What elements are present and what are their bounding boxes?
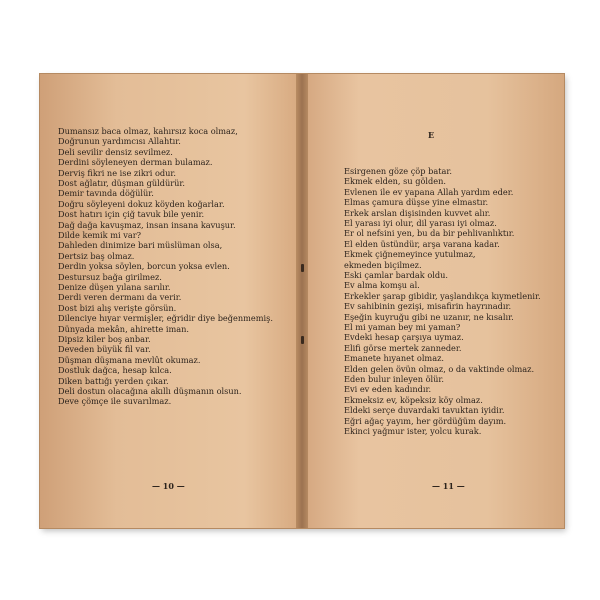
- proverb-line: Dipsiz kiler boş anbar.: [58, 334, 151, 344]
- proverb-line: Eğri ağaç yayım, her gördüğüm dayım.: [344, 415, 507, 426]
- proverb-line: Derviş fikri ne ise zikri odur.: [58, 167, 177, 178]
- proverb-line: Ev alma komşu al.: [344, 280, 420, 291]
- proverb-line: Deli sevilir densiz sevilmez.: [58, 146, 173, 157]
- binding-stitch: [301, 264, 304, 272]
- proverb-line: El elden üstündür, arşa varana kadar.: [344, 238, 500, 249]
- proverb-line: Destursuz bağa girilmez.: [58, 271, 162, 282]
- book-gutter: [296, 74, 308, 528]
- proverb-line: Demir tavında döğülür.: [58, 188, 154, 199]
- proverb-line: Deli dostun olacağına akıllı düşmanın olsun.: [58, 386, 242, 396]
- right-page: [308, 74, 564, 528]
- left-page-number: — 10 —: [152, 481, 185, 491]
- proverb-line: Dost ağlatır, düşman güldürür.: [58, 178, 186, 188]
- proverb-line: Ev sahibinin gezişi, misafirin hayrınadır.: [344, 301, 512, 312]
- proverb-line: Dahleden dinimize bari müslüman olsa,: [58, 240, 223, 251]
- proverb-line: Evdeki hesap çarşıya uymaz.: [344, 332, 464, 343]
- proverb-line: Ekmeksiz ev, köpeksiz köy olmaz.: [344, 394, 483, 405]
- binding-stitch: [301, 336, 304, 344]
- proverb-line: Derdin yoksa söylen, borcun yoksa evlen.: [58, 261, 230, 272]
- proverb-line: Erkek arslan dişisinden kuvvet alır.: [344, 207, 491, 218]
- proverb-line: Eden bulur inleyen ölür.: [344, 374, 444, 384]
- proverb-line: Dostluk dağca, hesap kılca.: [58, 365, 172, 376]
- proverb-line: Erkekler şarap gibidir, yaşlandıkça kıymetlenir.: [344, 290, 541, 301]
- proverb-line: Dilenciye hıyar vermişler, eğridir diye beğenmemiş.: [58, 313, 273, 324]
- proverb-line: Evi ev eden kadındır.: [344, 384, 432, 395]
- proverb-line: Dertsiz baş olmaz.: [58, 250, 135, 261]
- proverb-line: Deveden büyük fil var.: [58, 344, 151, 355]
- proverb-line: El yarası iyi olur, dil yarası iyi olmaz.: [344, 218, 497, 228]
- proverb-line: Diken battığı yerden çıkar.: [58, 375, 169, 386]
- proverb-line: Doğru söyleyeni dokuz köyden koğarlar.: [58, 198, 225, 209]
- section-letter: E: [428, 130, 435, 140]
- proverb-line: Doğrunun yardımcısı Allahtır.: [58, 136, 181, 147]
- proverb-line: Derdini söyleneyen derman bulamaz.: [58, 157, 213, 168]
- proverb-line: Ekmek elden, su gölden.: [344, 176, 446, 187]
- proverb-line: Düşman düşmana mevlût okumaz.: [58, 354, 201, 365]
- proverb-line: Denize düşen yılana sarılır.: [58, 282, 171, 292]
- proverb-line: Esirgenen göze çöp batar.: [344, 166, 452, 176]
- proverb-line: ekmeden biçilmez.: [344, 259, 422, 270]
- proverb-line: Emanete hıyanet olmaz.: [344, 353, 444, 364]
- proverb-line: Dilde kemik mi var?: [58, 230, 142, 240]
- proverb-line: Deve çömçe ile suvarılmaz.: [58, 396, 172, 407]
- proverb-line: Dost hatırı için çiğ tavuk bile yenir.: [58, 209, 205, 220]
- proverb-line: Dağ dağa kavuşmaz, insan insana kavuşur.: [58, 219, 236, 230]
- proverb-line: Eldeki serçe duvardaki tavuktan iyidir.: [344, 405, 505, 416]
- proverb-line: Eski çamlar bardak oldu.: [344, 270, 448, 280]
- proverb-line: Er ol nefsini yen, bu da bir pehlivanlıktır.: [344, 228, 515, 239]
- proverb-line: Elmas çamura düşse yine elmastır.: [344, 197, 489, 208]
- right-page-number: — 11 —: [432, 481, 465, 491]
- proverb-line: Dumansız baca olmaz, kahırsız koca olmaz,: [58, 126, 238, 136]
- proverb-line: Ekmek çiğnemeyince yutulmaz,: [344, 249, 476, 260]
- proverb-line: Dünyada mekân, ahirette iman.: [58, 323, 189, 334]
- proverb-line: Eşeğin kuyruğu gibi ne uzanır, ne kısalır.: [344, 311, 514, 322]
- proverb-line: El mi yaman bey mi yaman?: [344, 322, 461, 332]
- proverb-line: Elifi görse mertek zanneder.: [344, 342, 462, 353]
- proverb-line: Derdi veren dermanı da verir.: [58, 292, 182, 303]
- left-page: [40, 74, 296, 528]
- proverb-line: Ekinci yağmur ister, yolcu kurak.: [344, 426, 482, 436]
- open-book: [40, 74, 564, 528]
- proverb-line: Dost bizi alış verişte görsün.: [58, 302, 177, 313]
- proverb-line: Evlenen ile ev yapana Allah yardım eder.: [344, 186, 514, 197]
- proverb-line: Elden gelen övün olmaz, o da vaktinde olmaz.: [344, 363, 535, 374]
